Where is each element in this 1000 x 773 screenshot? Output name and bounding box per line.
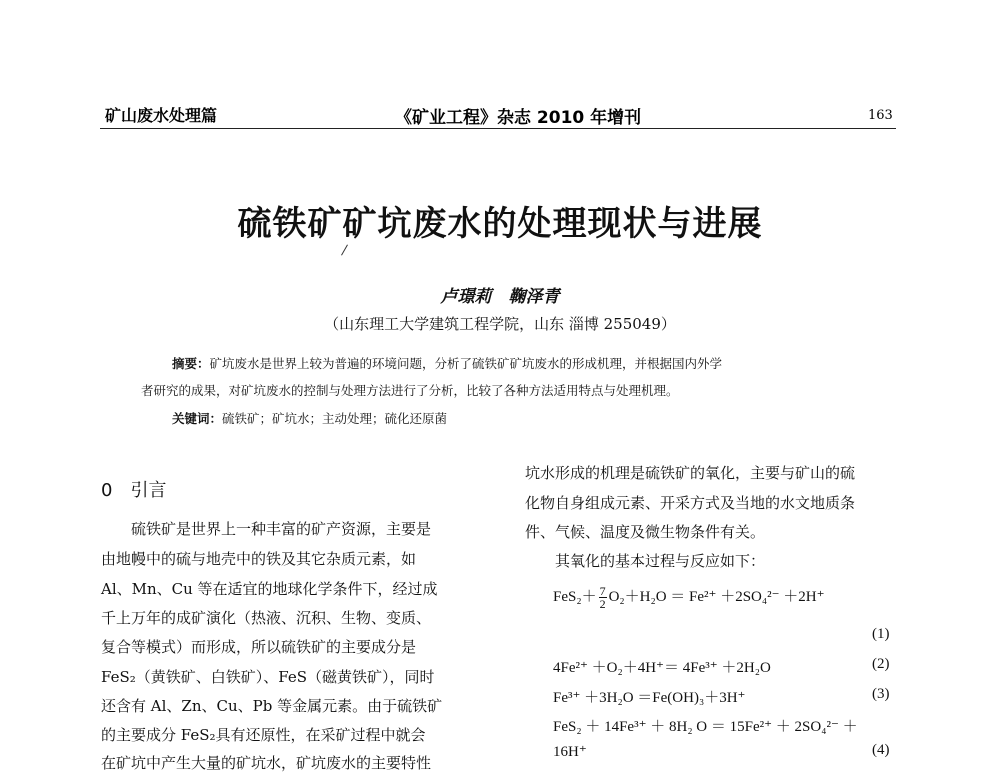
page-number: 163: [868, 108, 893, 123]
equation-4-line-1: FeS₂ ＋ 14Fe³⁺ ＋ 8H₂ O ＝ 15Fe²⁺ ＋ 2SO₄²⁻ ＋: [553, 719, 858, 735]
equation-1-fraction: [599, 585, 607, 610]
equation-3: Fe³⁺ ＋3H₂O ＝Fe(OH)₃＋3H⁺: [553, 690, 746, 706]
equation-4-number: (4): [872, 742, 890, 758]
equation-3-number: (3): [872, 686, 890, 702]
section-heading: 0 引言: [101, 480, 167, 501]
header-rule: [100, 128, 896, 129]
keywords: [172, 409, 447, 427]
fraction-denominator: 2: [599, 597, 606, 612]
left-col-line: 在矿坑中产生大量的矿坑水，矿坑废水的主要特性: [101, 754, 432, 772]
paper-affiliation: （山东理工大学建筑工程学院，山东 淄博 255049）: [324, 315, 676, 333]
left-col-line: 由地幔中的硫与地壳中的铁及其它杂质元素，如: [101, 550, 417, 568]
left-col-line: Al、Mn、Cu 等在适宜的地球化学条件下，经过成: [101, 580, 438, 598]
left-col-line: FeS₂（黄铁矿、白铁矿）、FeS（磁黄铁矿），同时: [101, 668, 435, 686]
right-col-line: 件、气候、温度及微生物条件有关。: [525, 523, 766, 541]
keywords-label: 关键词：: [172, 411, 223, 426]
left-col-line: 还含有 Al、Zn、Cu、Pb 等金属元素。由于硫铁矿: [101, 697, 443, 715]
fraction-numerator: 7: [599, 584, 606, 599]
scan-mark: [341, 245, 348, 256]
equation-4-line-2: 16H⁺: [553, 744, 587, 760]
abstract-label: 摘要：: [172, 356, 210, 371]
equation-1-lhs: FeS₂＋: [553, 589, 597, 605]
left-col-line: 千上万年的成矿演化（热液、沉积、生物、变质、: [101, 609, 432, 627]
keywords-text: 硫铁矿；矿坑水；主动处理；硫化还原菌: [222, 411, 448, 426]
right-col-line: 其氧化的基本过程与反应如下：: [525, 552, 766, 570]
equation-1-number: (1): [872, 626, 890, 642]
running-header-section: 矿山废水处理篇: [105, 106, 218, 125]
right-col-line: 坑水形成的机理是硫铁矿的氧化，主要与矿山的硫: [525, 464, 856, 482]
abstract-line-2: 者研究的成果，对矿坑废水的控制与处理方法进行了分析，比较了各种方法适用特点与处理机理。: [141, 383, 679, 398]
abstract-line-1: [172, 354, 722, 372]
equation-1-rest: O₂＋H₂O ＝ Fe²⁺ ＋2SO₄²⁻ ＋2H⁺: [608, 589, 825, 605]
right-col-line: 化物自身组成元素、开采方式及当地的水文地质条: [525, 494, 856, 512]
running-header-journal: 《矿业工程》杂志 2010 年增刊: [395, 108, 642, 128]
left-col-line: 的主要成分 FeS₂具有还原性，在采矿过程中就会: [101, 726, 426, 744]
equation-2: 4Fe²⁺ ＋O₂＋4H⁺＝ 4Fe³⁺ ＋2H₂O: [553, 660, 771, 676]
paper-title: 硫铁矿矿坑废水的处理现状与进展: [237, 204, 763, 244]
left-col-line: 复合等模式）而形成，所以硫铁矿的主要成分是: [101, 638, 417, 656]
left-col-line: 硫铁矿是世界上一种丰富的矿产资源，主要是: [101, 520, 432, 538]
equation-2-number: (2): [872, 656, 890, 672]
paper-authors: 卢璟莉 鞠泽青: [440, 287, 560, 307]
equation-1: [553, 585, 825, 610]
abstract-text-1: 矿坑废水是世界上较为普遍的环境问题，分析了硫铁矿矿坑废水的形成机理，并根据国内外学: [209, 356, 723, 371]
